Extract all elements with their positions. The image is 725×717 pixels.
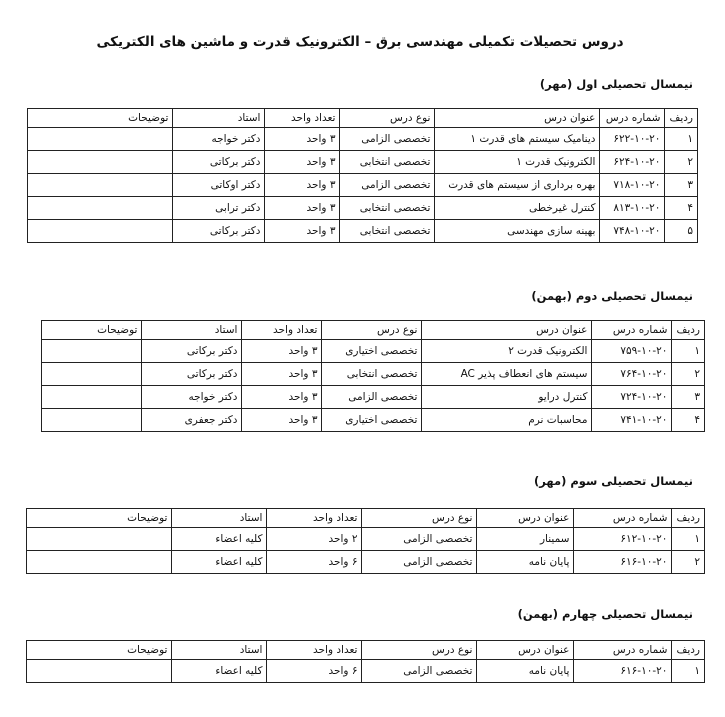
course-units: ۳ واحد <box>265 197 340 220</box>
course-code: ۷۴۱-۱۰-۲۰ <box>592 409 672 432</box>
table-row <box>28 220 698 243</box>
page-title: دروس تحصیلات تکمیلی مهندسی برق – الکترونیک قدرت و ماشین های الکتریکی <box>96 34 624 50</box>
semester-1-table <box>27 108 698 243</box>
course-notes <box>42 386 142 409</box>
row-number: ۵ <box>665 220 698 243</box>
semester-2-title: نیمسال تحصیلی دوم (بهمن) <box>531 289 693 303</box>
course-notes <box>28 197 173 220</box>
header-cell: استاد <box>142 321 242 340</box>
row-number: ۱ <box>672 528 705 551</box>
course-instructor: کلیه اعضاء <box>172 528 267 551</box>
course-instructor: دکتر ترابی <box>173 197 265 220</box>
course-instructor: دکتر برکاتی <box>142 340 242 363</box>
course-code: ۷۵۹-۱۰-۲۰ <box>592 340 672 363</box>
table-header-row <box>27 641 705 660</box>
header-cell: ردیف <box>672 641 705 660</box>
semester-3-table <box>26 508 705 574</box>
header-cell: ردیف <box>665 109 698 128</box>
header-cell: عنوان درس <box>422 321 592 340</box>
row-number: ۴ <box>665 197 698 220</box>
course-code: ۸۱۳-۱۰-۲۰ <box>600 197 665 220</box>
course-title: دینامیک سیستم های قدرت ۱ <box>435 128 600 151</box>
header-cell: نوع درس <box>362 641 477 660</box>
header-cell: تعداد واحد <box>267 509 362 528</box>
table-row <box>27 660 705 683</box>
table-row <box>28 197 698 220</box>
course-notes <box>42 340 142 363</box>
header-cell: نوع درس <box>322 321 422 340</box>
course-notes <box>28 151 173 174</box>
course-instructor: دکتر اوکاتی <box>173 174 265 197</box>
course-units: ۳ واحد <box>265 128 340 151</box>
row-number: ۳ <box>672 386 705 409</box>
course-title: کنترل درایو <box>422 386 592 409</box>
course-units: ۳ واحد <box>265 220 340 243</box>
row-number: ۴ <box>672 409 705 432</box>
semester-2-table <box>41 320 705 432</box>
header-cell: ردیف <box>672 321 705 340</box>
semester-3-title: نیمسال تحصیلی سوم (مهر) <box>533 474 693 488</box>
course-instructor: کلیه اعضاء <box>172 660 267 683</box>
course-title: الکترونیک قدرت ۱ <box>435 151 600 174</box>
course-units: ۳ واحد <box>242 386 322 409</box>
header-cell: شماره درس <box>574 509 672 528</box>
course-units: ۳ واحد <box>265 151 340 174</box>
course-units: ۶ واحد <box>267 660 362 683</box>
course-units: ۳ واحد <box>242 340 322 363</box>
course-type: تخصصی اختیاری <box>322 340 422 363</box>
course-code: ۶۲۴-۱۰-۲۰ <box>600 151 665 174</box>
course-type: تخصصی انتخابی <box>322 363 422 386</box>
course-instructor: دکتر برکاتی <box>173 151 265 174</box>
table-row <box>27 528 705 551</box>
course-type: تخصصی الزامی <box>362 528 477 551</box>
table-row <box>42 409 705 432</box>
row-number: ۲ <box>672 551 705 574</box>
course-title: پایان نامه <box>477 551 574 574</box>
course-instructor: دکتر برکاتی <box>173 220 265 243</box>
course-type: تخصصی الزامی <box>362 551 477 574</box>
course-code: ۶۱۶-۱۰-۲۰ <box>574 551 672 574</box>
header-cell: تعداد واحد <box>242 321 322 340</box>
course-type: تخصصی الزامی <box>322 386 422 409</box>
header-cell: نوع درس <box>340 109 435 128</box>
semester-1-title: نیمسال تحصیلی اول (مهر) <box>539 77 693 91</box>
header-cell: عنوان درس <box>435 109 600 128</box>
header-cell: نوع درس <box>362 509 477 528</box>
table-header-row <box>27 509 705 528</box>
course-title: بهره برداری از سیستم های قدرت <box>435 174 600 197</box>
course-instructor: دکتر جعفری <box>142 409 242 432</box>
course-code: ۶۲۲-۱۰-۲۰ <box>600 128 665 151</box>
course-code: ۷۶۴-۱۰-۲۰ <box>592 363 672 386</box>
course-title: پایان نامه <box>477 660 574 683</box>
course-units: ۳ واحد <box>265 174 340 197</box>
header-cell: توضیحات <box>27 509 172 528</box>
header-cell: استاد <box>172 641 267 660</box>
header-cell: عنوان درس <box>477 509 574 528</box>
row-number: ۱ <box>665 128 698 151</box>
table-row <box>42 386 705 409</box>
course-type: تخصصی اختیاری <box>322 409 422 432</box>
course-notes <box>42 363 142 386</box>
course-code: ۷۱۸-۱۰-۲۰ <box>600 174 665 197</box>
course-code: ۶۱۶-۱۰-۲۰ <box>574 660 672 683</box>
row-number: ۱ <box>672 340 705 363</box>
header-cell: ردیف <box>672 509 705 528</box>
course-title: محاسبات نرم <box>422 409 592 432</box>
header-cell: توضیحات <box>42 321 142 340</box>
course-code: ۷۴۸-۱۰-۲۰ <box>600 220 665 243</box>
header-cell: شماره درس <box>600 109 665 128</box>
course-title: سمینار <box>477 528 574 551</box>
course-type: تخصصی الزامی <box>340 174 435 197</box>
course-code: ۷۲۴-۱۰-۲۰ <box>592 386 672 409</box>
course-units: ۲ واحد <box>267 528 362 551</box>
course-units: ۳ واحد <box>242 363 322 386</box>
course-type: تخصصی الزامی <box>340 128 435 151</box>
course-title: سیستم های انعطاف پذیر AC <box>422 363 592 386</box>
semester-4-table <box>26 640 705 683</box>
header-cell: عنوان درس <box>477 641 574 660</box>
table-header-row <box>28 109 698 128</box>
course-title: الکترونیک قدرت ۲ <box>422 340 592 363</box>
table-header-row <box>42 321 705 340</box>
table-row <box>27 551 705 574</box>
row-number: ۳ <box>665 174 698 197</box>
header-cell: توضیحات <box>28 109 173 128</box>
row-number: ۲ <box>665 151 698 174</box>
course-type: تخصصی انتخابی <box>340 197 435 220</box>
course-instructor: کلیه اعضاء <box>172 551 267 574</box>
table-row <box>28 151 698 174</box>
course-instructor: دکتر برکاتی <box>142 363 242 386</box>
course-code: ۶۱۲-۱۰-۲۰ <box>574 528 672 551</box>
row-number: ۲ <box>672 363 705 386</box>
course-notes <box>27 528 172 551</box>
course-notes <box>27 551 172 574</box>
course-notes <box>42 409 142 432</box>
course-title: بهینه سازی مهندسی <box>435 220 600 243</box>
table-row <box>28 128 698 151</box>
header-cell: تعداد واحد <box>267 641 362 660</box>
course-notes <box>28 174 173 197</box>
header-cell: تعداد واحد <box>265 109 340 128</box>
semester-4-title: نیمسال تحصیلی چهارم (بهمن) <box>517 607 693 621</box>
header-cell: توضیحات <box>27 641 172 660</box>
course-type: تخصصی انتخابی <box>340 151 435 174</box>
course-notes <box>28 220 173 243</box>
header-cell: شماره درس <box>592 321 672 340</box>
course-units: ۳ واحد <box>242 409 322 432</box>
row-number: ۱ <box>672 660 705 683</box>
header-cell: استاد <box>172 509 267 528</box>
table-row <box>42 340 705 363</box>
table-row <box>42 363 705 386</box>
header-cell: استاد <box>173 109 265 128</box>
table-row <box>28 174 698 197</box>
course-instructor: دکتر خواجه <box>142 386 242 409</box>
course-notes <box>27 660 172 683</box>
course-type: تخصصی الزامی <box>362 660 477 683</box>
course-title: کنترل غیرخطی <box>435 197 600 220</box>
course-instructor: دکتر خواجه <box>173 128 265 151</box>
header-cell: شماره درس <box>574 641 672 660</box>
course-type: تخصصی انتخابی <box>340 220 435 243</box>
course-notes <box>28 128 173 151</box>
course-units: ۶ واحد <box>267 551 362 574</box>
